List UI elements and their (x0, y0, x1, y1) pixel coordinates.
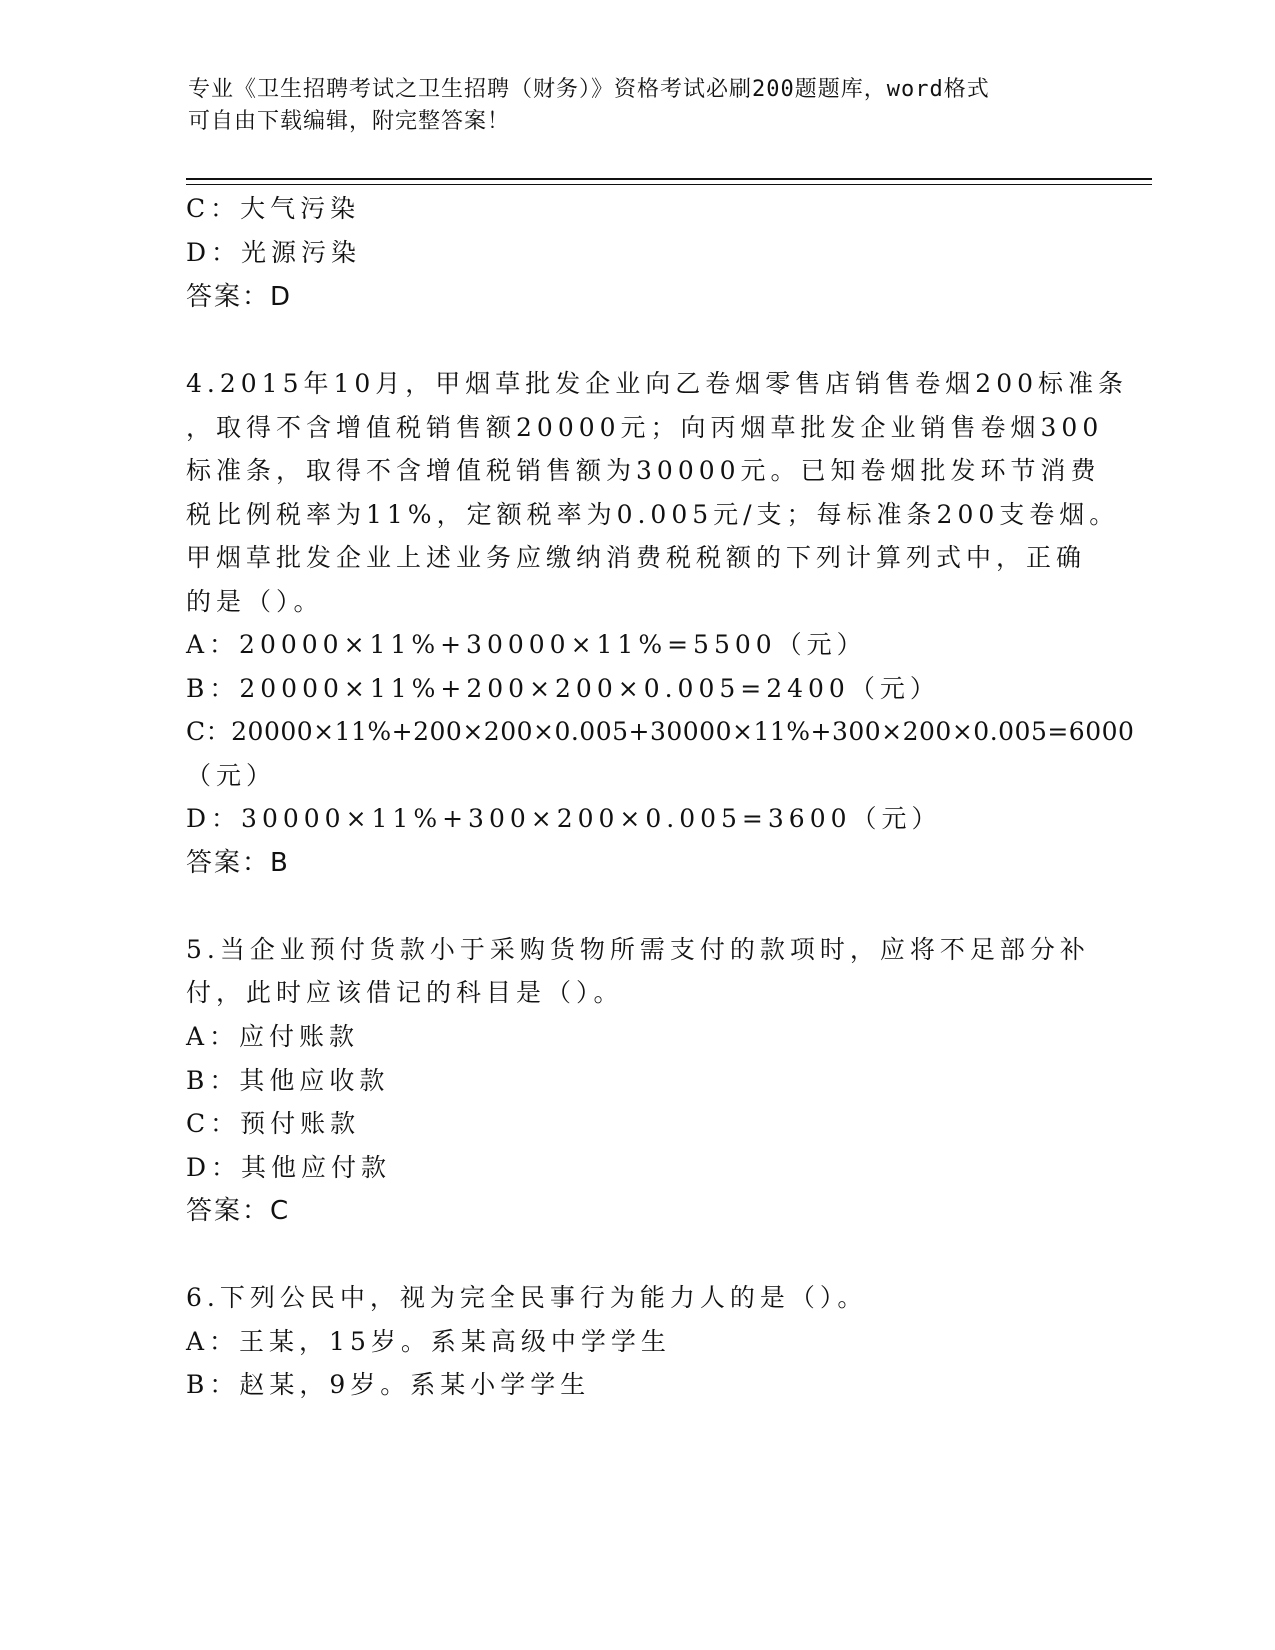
q5-option-b: B：其他应收款 (186, 1066, 390, 1095)
q5-option-a: A：应付账款 (186, 1022, 360, 1051)
q3-option-c: C：大气污染 (186, 194, 361, 223)
q4-stem-line-5: 甲烟草批发企业上述业务应缴纳消费税税额的下列计算列式中，正确 (186, 543, 1087, 572)
q4-option-a: A：20000×11%+30000×11%=5500（元） (186, 630, 867, 659)
q4-option-d: D：30000×11%+300×200×0.005=3600（元） (186, 804, 942, 833)
q6-stem: 6.下列公民中，视为完全民事行为能力人的是（）。 (186, 1283, 868, 1312)
header-title-line-1: 专业《卫生招聘考试之卫生招聘（财务）》资格考试必刷200题题库，word格式 (188, 77, 990, 102)
q4-stem-line-4: 税比例税率为11%，定额税率为0.005元/支；每标准条200支卷烟。 (186, 500, 1120, 529)
q6-option-a: A：王某，15岁。系某高级中学学生 (186, 1327, 671, 1356)
header-divider-thick (186, 178, 1152, 180)
q5-stem-line-1: 5.当企业预付货款小于采购货物所需支付的款项时，应将不足部分补 (186, 935, 1090, 964)
q3-option-d: D：光源污染 (186, 238, 362, 267)
document-header (188, 74, 1088, 138)
q4-stem-line-6: 的是（）。 (186, 587, 324, 616)
q6-option-b: B：赵某，9岁。系某小学学生 (186, 1370, 591, 1399)
q4-answer: 答案：B (186, 848, 290, 878)
q4-stem-line-2: ，取得不含增值税销售额20000元；向丙烟草批发企业销售卷烟300 (186, 413, 1104, 442)
q4-option-b: B：20000×11%+200×200×0.005=2400（元） (186, 674, 940, 703)
q5-option-d: D：其他应付款 (186, 1153, 392, 1182)
q4-stem-line-1: 4.2015年10月，甲烟草批发企业向乙卷烟零售店销售卷烟200标准条 (186, 369, 1129, 398)
q4-option-c: C：20000×11%+200×200×0.005+30000×11%+300×200×0.005=6000 (186, 717, 1135, 746)
q5-answer: 答案：C (186, 1196, 291, 1226)
q5-option-c: C：预付账款 (186, 1109, 361, 1138)
q5-stem-line-2: 付，此时应该借记的科目是（）。 (186, 978, 624, 1007)
header-title-line-2: 可自由下载编辑，附完整答案！ (188, 109, 511, 134)
q4-stem-line-3: 标准条，取得不含增值税销售额为30000元。已知卷烟批发环节消费 (186, 456, 1101, 485)
q4-option-c-continued: （元） (186, 761, 277, 790)
header-divider-thin (186, 184, 1152, 185)
q3-answer: 答案：D (186, 282, 293, 312)
